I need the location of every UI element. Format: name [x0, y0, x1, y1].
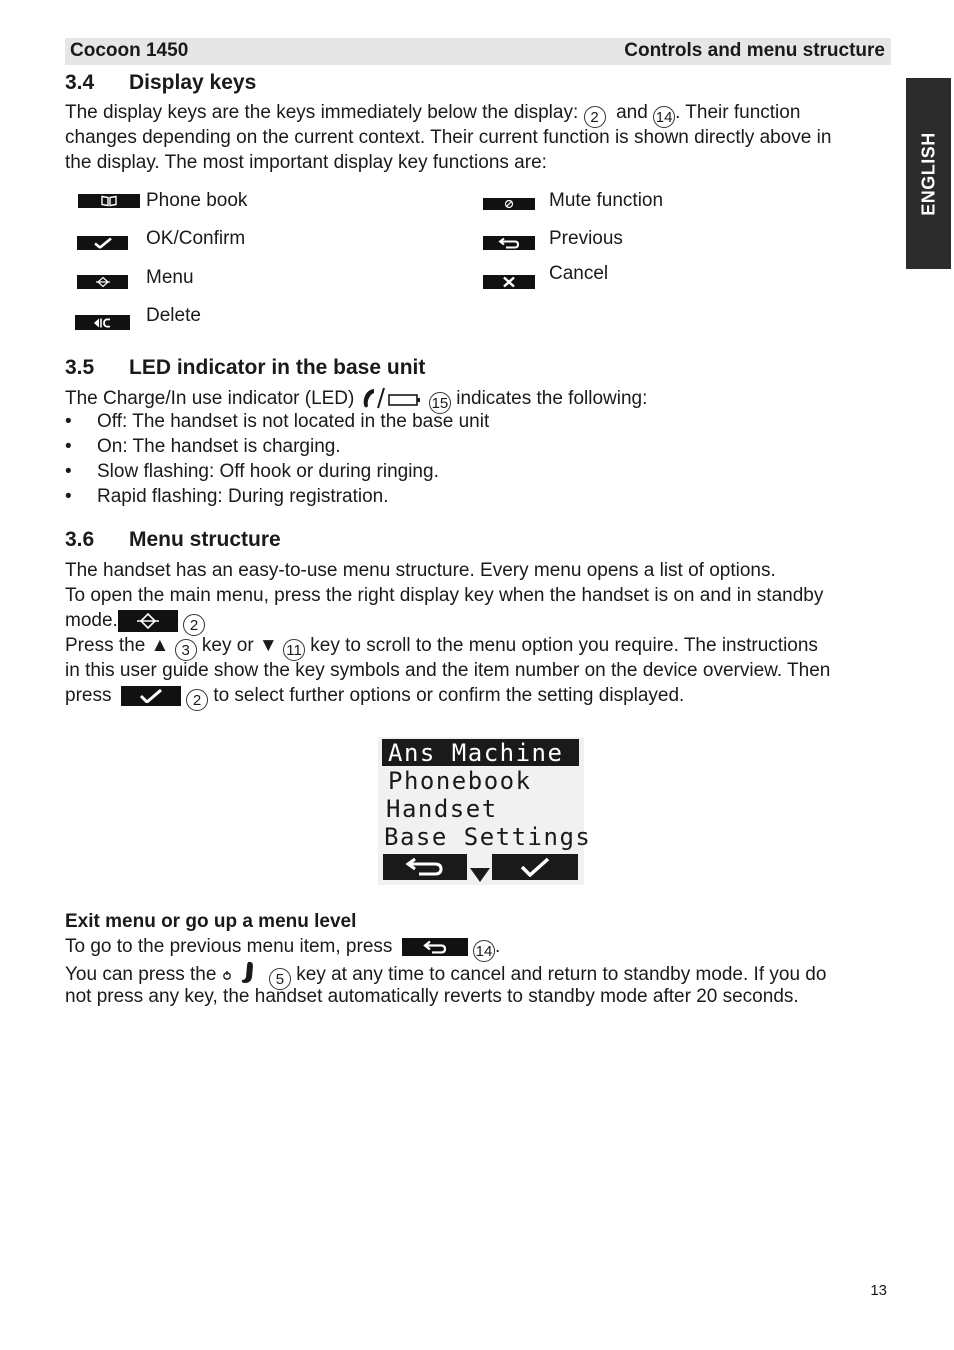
page-header	[65, 38, 891, 65]
item-number-badge: 2	[584, 106, 606, 128]
item-number-badge: 14	[473, 940, 495, 962]
previous-key-icon	[402, 938, 468, 956]
subheading: Exit menu or go up a menu level	[65, 911, 357, 932]
lcd-back-softkey	[383, 854, 467, 880]
cancel-key-icon	[483, 275, 535, 289]
back-arrow-icon	[405, 857, 445, 877]
delete-key-icon	[75, 315, 130, 330]
phonebook-key-icon	[78, 194, 140, 208]
language-tab	[906, 78, 951, 269]
scroll-down-arrow-icon	[469, 867, 491, 883]
item-number-badge: 5	[269, 968, 291, 990]
handset-display	[378, 737, 592, 885]
paragraph: not press any key, the handset automatically reverts to standby mode after 20 seconds.	[65, 986, 799, 1007]
paragraph: in this user guide show the key symbols and the item number on the device overview. Then	[65, 660, 831, 681]
item-number-badge: 14	[653, 106, 675, 128]
paragraph: mode. 2	[65, 608, 205, 636]
item-number-badge: 15	[429, 392, 451, 414]
item-number-badge: 3	[175, 639, 197, 661]
language-tab-label: ENGLISH	[918, 131, 938, 216]
list-item: • On: The handset is charging.	[65, 436, 341, 457]
ok-key-icon	[121, 686, 181, 706]
mute-key-icon	[483, 198, 535, 210]
header-section: Controls and menu structure	[624, 40, 885, 61]
paragraph: press 2 to select further options or confirm the setting displayed.	[65, 685, 685, 709]
item-number-badge: 2	[186, 689, 208, 711]
paragraph: Press the ▲ 3 key or ▼ 11 key to scroll to the menu option you require. The instructions	[65, 635, 818, 659]
item-number-badge: 11	[283, 639, 305, 661]
paragraph: The Charge/In use indicator (LED) 15 indicates the following:	[65, 388, 648, 412]
end-call-power-icon	[222, 959, 264, 985]
page-number: 13	[870, 1282, 887, 1299]
mute-label: Mute function	[549, 190, 664, 211]
paragraph: The handset has an easy-to-use menu structure. Every menu opens a list of options.	[65, 560, 776, 581]
paragraph: changes depending on the current context. Their current function is shown directly above in	[65, 127, 832, 148]
menu-key-icon	[118, 610, 178, 632]
paragraph: You can press the 5 key at any time to cancel and return to standby mode. If you do	[65, 959, 826, 990]
paragraph: the display. The most important display key functions are:	[65, 152, 547, 173]
previous-key-icon	[483, 236, 535, 250]
section-heading-3-6: 3.6 Menu structure	[65, 528, 281, 551]
checkmark-icon	[520, 857, 550, 877]
phonebook-label: Phone book	[146, 190, 248, 211]
ok-key-icon	[77, 236, 128, 250]
delete-label: Delete	[146, 305, 201, 326]
paragraph: To open the main menu, press the right display key when the handset is on and in standby	[65, 585, 824, 606]
lcd-menu-item: Phonebook	[388, 767, 532, 795]
list-item: • Off: The handset is not located in the base unit	[65, 411, 490, 432]
paragraph: To go to the previous menu item, press 14 .	[65, 936, 501, 960]
menu-key-icon	[77, 275, 128, 289]
lcd-menu-item: Ans Machine	[388, 739, 564, 767]
lcd-menu-item: Base Settings	[384, 823, 592, 851]
header-product: Cocoon 1450	[70, 40, 189, 61]
previous-label: Previous	[549, 228, 623, 249]
paragraph: The display keys are the keys immediately below the display: 2 and 14 . Their function	[65, 102, 801, 126]
lcd-ok-softkey	[492, 854, 578, 880]
list-item: • Rapid flashing: During registration.	[65, 486, 389, 507]
list-item: • Slow flashing: Off hook or during ringing.	[65, 461, 439, 482]
lcd-menu-item: Handset	[386, 795, 498, 823]
ok-label: OK/Confirm	[146, 228, 246, 249]
handset-charge-icon	[360, 386, 424, 410]
cancel-label: Cancel	[549, 263, 609, 284]
section-heading-3-4: 3.4 Display keys	[65, 71, 257, 94]
item-number-badge: 2	[183, 614, 205, 636]
menu-label: Menu	[146, 267, 194, 288]
section-heading-3-5: 3.5 LED indicator in the base unit	[65, 356, 426, 379]
